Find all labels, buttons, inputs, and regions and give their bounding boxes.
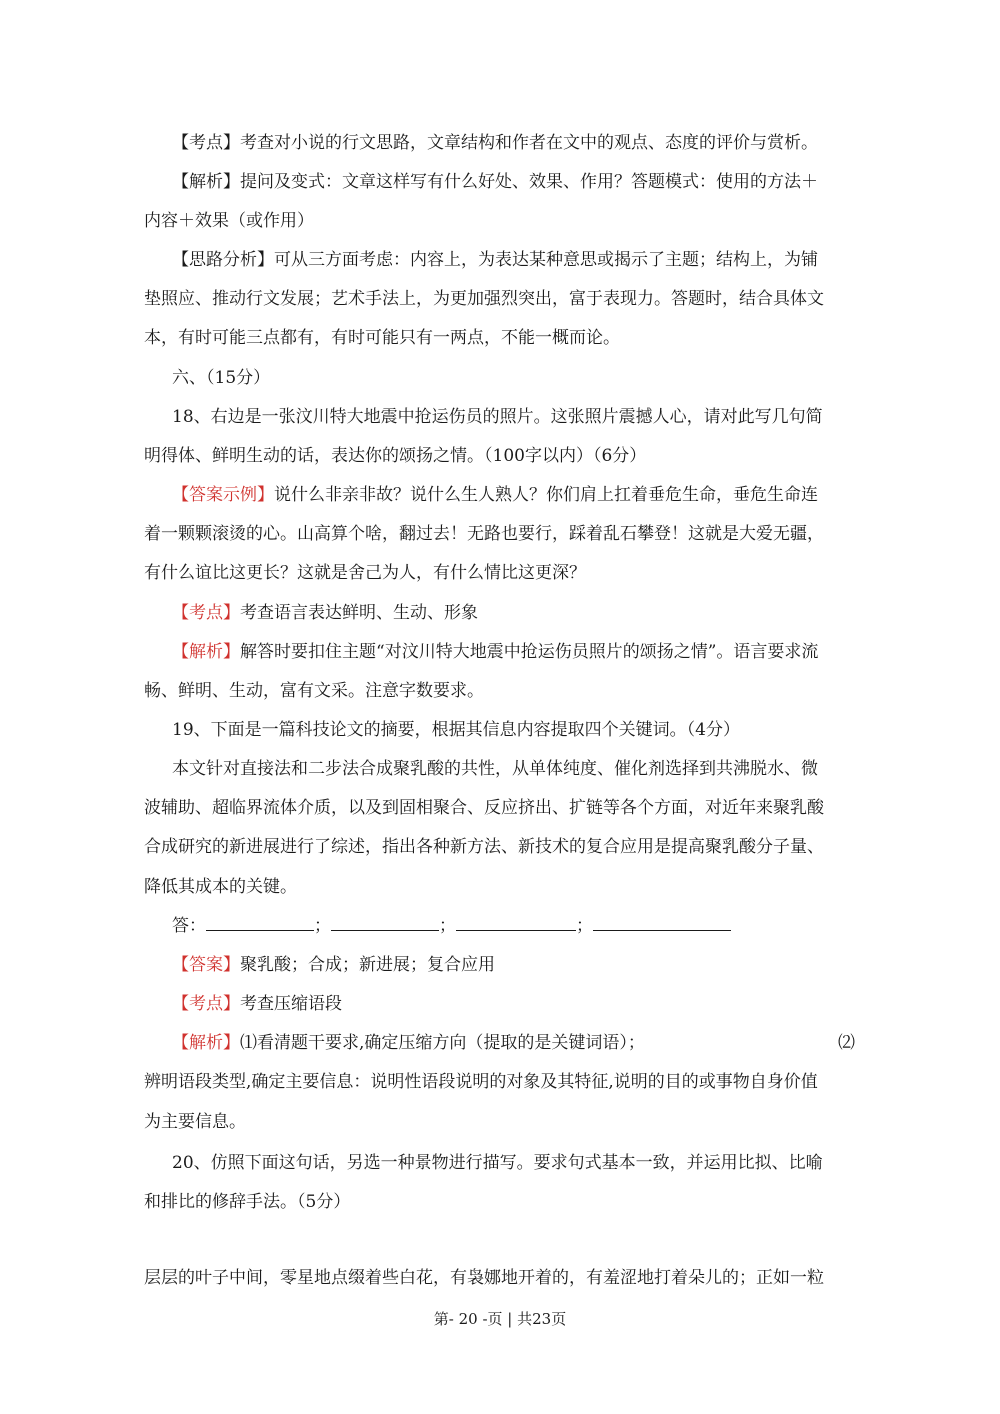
answer-18-line-2: 着一颗颗滚烫的心。山高算个啥，翻过去！无路也要行，踩着乱石攀登！这就是大爱无疆，: [144, 524, 824, 544]
kaodian-label: 【考点】: [172, 133, 240, 153]
jiexi-label: 【解析】: [172, 642, 240, 662]
jiexi-label: 【解析】: [172, 1033, 240, 1053]
question-18-line-2: 明得体、鲜明生动的话，表达你的颂扬之情。（100字以内）（6分）: [144, 446, 647, 466]
question-18-line-1: 18、右边是一张汶川特大地震中抢运伤员的照片。这张照片震撼人心，请对此写几句简: [172, 407, 823, 427]
jiexi-block-1-line-2: 内容＋效果（或作用）: [144, 211, 314, 231]
kaodian-label: 【考点】: [172, 994, 240, 1014]
jiexi-label: 【解析】: [172, 172, 240, 192]
kaodian-block-18: [172, 601, 478, 625]
answer-label: 【答案示例】: [172, 485, 274, 505]
question-20-line-2: 和排比的修辞手法。（5分）: [144, 1192, 351, 1212]
jiexi-text: 解答时要扣住主题“对汶川特大地震中抢运伤员照片的颂扬之情”。语言要求流: [240, 642, 819, 662]
jiexi-block-1-line-1: [172, 170, 818, 194]
kaodian-text: 考查语言表达鲜明、生动、形象: [240, 603, 478, 623]
answer-19: [172, 953, 495, 977]
silu-block-line-2: 垫照应、推动行文发展；艺术手法上，为更加强烈突出，富于表现力。答题时，结合具体文: [144, 289, 824, 309]
question-19: 19、下面是一篇科技论文的摘要，根据其信息内容提取四个关键词。（4分）: [172, 720, 740, 740]
jiexi-text: 提问及变式：文章这样写有什么好处、效果、作用？答题模式：使用的方法＋: [240, 172, 818, 192]
jiexi-step-2-marker: ⑵: [838, 1033, 855, 1053]
answer-prefix: 答：: [172, 916, 206, 936]
jiexi-block-19-line-2: 辨明语段类型,确定主要信息：说明性语段说明的对象及其特征,说明的目的或事物自身价值: [144, 1072, 818, 1092]
answer-18-line-1: [172, 483, 818, 507]
answer-blank-4[interactable]: [593, 914, 731, 931]
abstract-line-2: 波辅助、超临界流体介质，以及到固相聚合、反应挤出、扩链等各个方面，对近年来聚乳酸: [144, 798, 824, 818]
abstract-line-3: 合成研究的新进展进行了综述，指出各种新方法、新技术的复合应用是提高聚乳酸分子量、: [144, 837, 824, 857]
blank-separator: ；: [439, 916, 456, 936]
answer-text: 说什么非亲非故？说什么生人熟人？你们肩上扛着垂危生命，垂危生命连: [274, 485, 818, 505]
silu-block-line-3: 本，有时可能三点都有，有时可能只有一两点，不能一概而论。: [144, 328, 620, 348]
answer-blank-1[interactable]: [206, 914, 314, 931]
blank-separator: ；: [576, 916, 593, 936]
jiexi-block-18-line-2: 畅、鲜明、生动，富有文采。注意字数要求。: [144, 681, 484, 701]
kaodian-label: 【考点】: [172, 603, 240, 623]
answer-label: 【答案】: [172, 955, 240, 975]
jiexi-block-19-line-1: [172, 1031, 645, 1055]
answer-18-line-3: 有什么谊比这更长？这就是舍己为人，有什么情比这更深？: [144, 563, 586, 583]
abstract-line-1: 本文针对直接法和二步法合成聚乳酸的共性，从单体纯度、催化剂选择到共沸脱水、微: [172, 759, 818, 779]
kaodian-block-1: [172, 131, 818, 155]
jiexi-block-18-line-1: [172, 640, 818, 664]
kaodian-text: 考查压缩语段: [240, 994, 342, 1014]
answer-text: 聚乳酸；合成；新进展；复合应用: [240, 955, 495, 975]
jiexi-block-19-line-3: 为主要信息。: [144, 1112, 246, 1132]
kaodian-block-19: [172, 992, 342, 1016]
answer-blanks-line: [172, 914, 731, 938]
question-20-line-1: 20、仿照下面这句话，另选一种景物进行描写。要求句式基本一致，并运用比拟、比喻: [172, 1153, 823, 1173]
abstract-line-4: 降低其成本的关键。: [144, 877, 297, 897]
silu-block-line-1: [172, 248, 818, 272]
sample-passage: 层层的叶子中间，零星地点缀着些白花，有袅娜地开着的，有羞涩地打着朵儿的；正如一粒: [144, 1268, 824, 1288]
kaodian-text: 考查对小说的行文思路，文章结构和作者在文中的观点、态度的评价与赏析。: [240, 133, 818, 153]
silu-label: 【思路分析】: [172, 250, 274, 270]
jiexi-text: ⑴看清题干要求,确定压缩方向（提取的是关键词语）；: [240, 1033, 645, 1053]
answer-blank-2[interactable]: [331, 914, 439, 931]
silu-text: 可从三方面考虑：内容上，为表达某种意思或揭示了主题；结构上，为铺: [274, 250, 818, 270]
section-heading: 六、（15分）: [172, 368, 271, 388]
page-footer: 第- 20 -页 | 共23页: [433, 1310, 567, 1328]
answer-blank-3[interactable]: [456, 914, 576, 931]
blank-separator: ；: [314, 916, 331, 936]
